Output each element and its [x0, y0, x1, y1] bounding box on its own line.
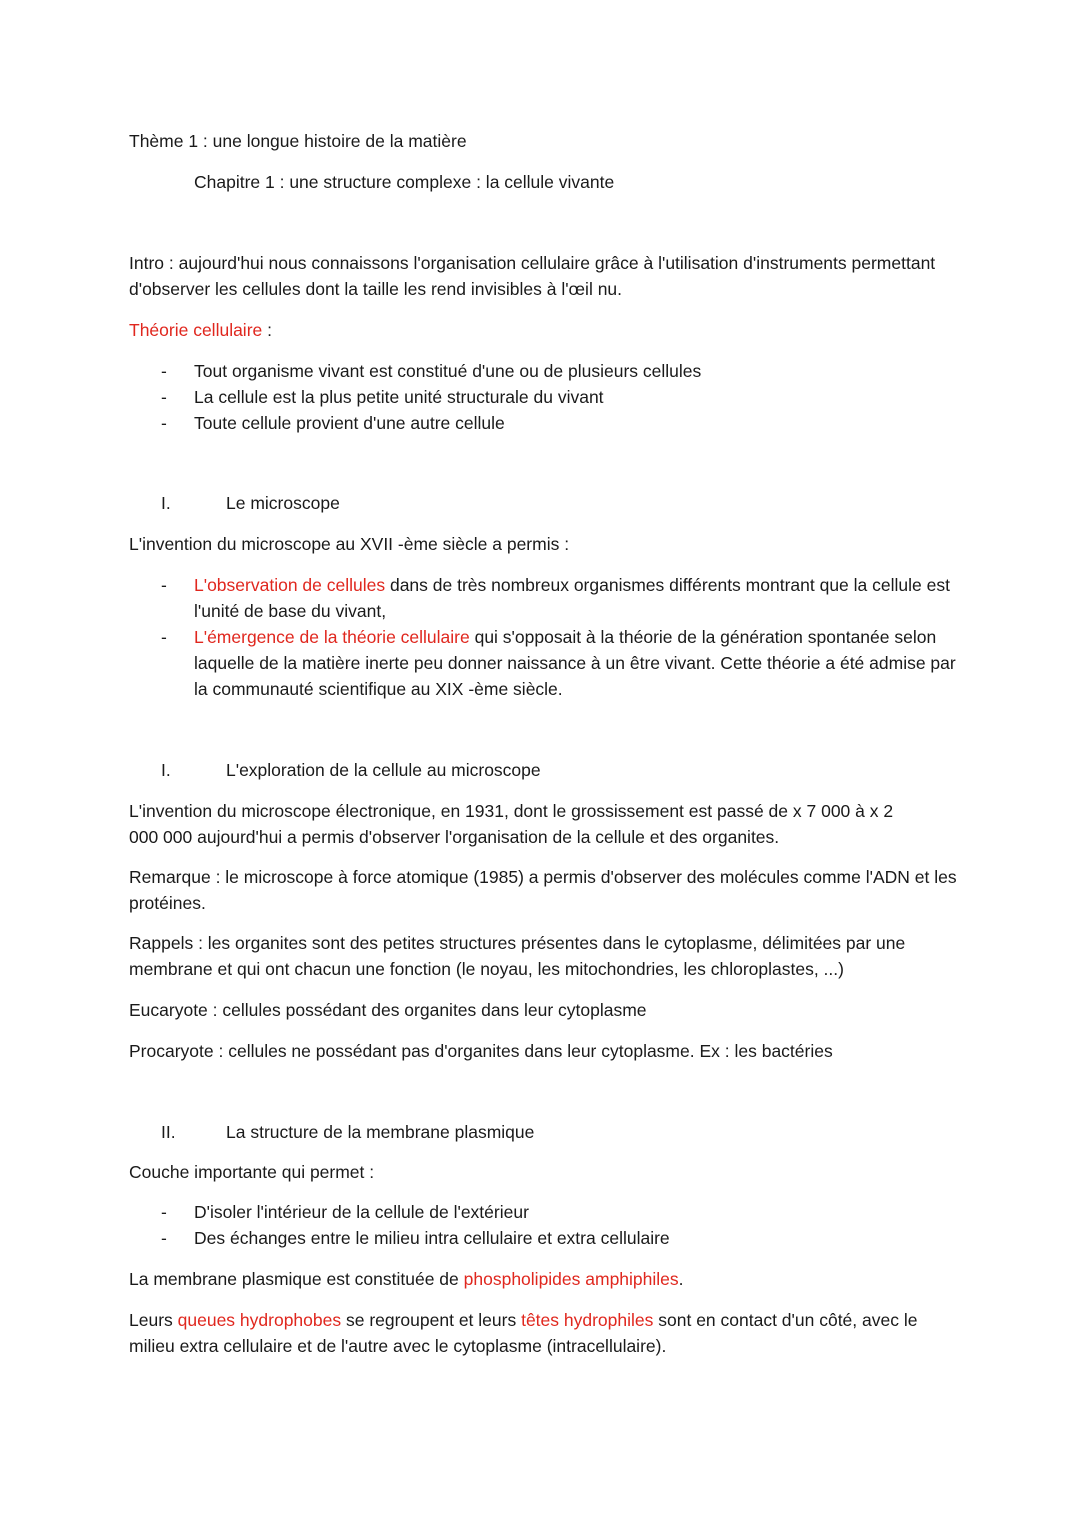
section2-paragraph-eucaryote: Eucaryote : cellules possédant des organites dans leur cytoplasme — [129, 1000, 647, 1020]
section2-title: L'exploration de la cellule au microscope — [226, 760, 541, 780]
red-term: phospholipides amphiphiles — [463, 1269, 679, 1289]
intro-paragraph: Intro : aujourd'hui nous connaissons l'organisation cellulaire grâce à l'utilisation d'instruments permettant d'observer les cellules dont la taille les rend invisibles à l'œil nu. — [129, 253, 936, 299]
item-text: dans de très nombreux organismes différents montrant que la cellule est l'unité de base du vivant, — [194, 575, 950, 621]
section3-title: La structure de la membrane plasmique — [226, 1122, 535, 1142]
section2-number: I. — [161, 760, 171, 780]
section1-lead: L'invention du microscope au XVII -ème siècle a permis : — [129, 534, 570, 554]
section3-item: D'isoler l'intérieur de la cellule de l'extérieur — [194, 1202, 529, 1222]
cell-theory-item: La cellule est la plus petite unité structurale du vivant — [194, 387, 604, 407]
bullet-dash: - — [161, 1228, 167, 1248]
item-text: qui s'opposait à la théorie de la génération spontanée selon laquelle de la matière inerte peu donner naissance à un être vivant. Cette théorie a été admise par la communauté scientifique au XIX -ème siècle. — [194, 627, 956, 699]
cell-theory-item: Tout organisme vivant est constitué d'une ou de plusieurs cellules — [194, 361, 702, 381]
section2-paragraph-rappels: Rappels : les organites sont des petites structures présentes dans le cytoplasme, délimitées par une membrane et qui ont chacun une fonction (le noyau, les mitochondries, les chloroplastes, ...) — [129, 933, 906, 979]
text-part: se regroupent et leurs — [341, 1310, 522, 1330]
cell-theory-item: Toute cellule provient d'une autre cellule — [194, 413, 505, 433]
bullet-dash: - — [161, 387, 167, 407]
section2-paragraph-procaryote: Procaryote : cellules ne possédant pas d'organites dans leur cytoplasme. Ex : les bactéries — [129, 1041, 833, 1061]
red-term: L'émergence de la théorie cellulaire — [194, 627, 470, 647]
section3-paragraph-structure — [129, 1307, 959, 1359]
section1-item-observation — [194, 572, 964, 624]
theme-title: Thème 1 : une longue histoire de la matière — [129, 131, 467, 151]
text-part: sont en contact d'un côté, avec le milieu extra cellulaire et de l'autre avec le cytoplasme (intracellulaire). — [129, 1310, 918, 1356]
bullet-dash: - — [161, 361, 167, 381]
section2-paragraph-remarque: Remarque : le microscope à force atomique (1985) a permis d'observer des molécules comme l'ADN et les protéines. — [129, 867, 957, 913]
section1-title: Le microscope — [226, 493, 340, 513]
section3-lead: Couche importante qui permet : — [129, 1162, 375, 1182]
cell-theory-heading — [129, 317, 272, 343]
cell-theory-suffix: : — [262, 320, 272, 340]
bullet-dash: - — [161, 1202, 167, 1222]
section1-item-emergence — [194, 624, 964, 702]
section2-paragraph-electron-microscope: L'invention du microscope électronique, en 1931, dont le grossissement est passé de x 7 000 à x 2 000 000 aujourd'hui a permis d'observer l'organisation de la cellule et des organites. — [129, 801, 894, 847]
red-term: têtes hydrophiles — [521, 1310, 654, 1330]
bullet-dash: - — [161, 627, 167, 647]
text-part: La membrane plasmique est constituée de — [129, 1269, 464, 1289]
bullet-dash: - — [161, 413, 167, 433]
text-part: . — [678, 1269, 684, 1289]
section1-number: I. — [161, 493, 171, 513]
red-term: queues hydrophobes — [177, 1310, 342, 1330]
bullet-dash: - — [161, 575, 167, 595]
text-part: Leurs — [129, 1310, 178, 1330]
chapter-title: Chapitre 1 : une structure complexe : la cellule vivante — [194, 172, 615, 192]
section3-item: Des échanges entre le milieu intra cellulaire et extra cellulaire — [194, 1228, 670, 1248]
section3-paragraph-composition — [129, 1266, 959, 1292]
section3-number: II. — [161, 1122, 176, 1142]
cell-theory-label: Théorie cellulaire — [129, 320, 263, 340]
red-term: L'observation de cellules — [194, 575, 386, 595]
